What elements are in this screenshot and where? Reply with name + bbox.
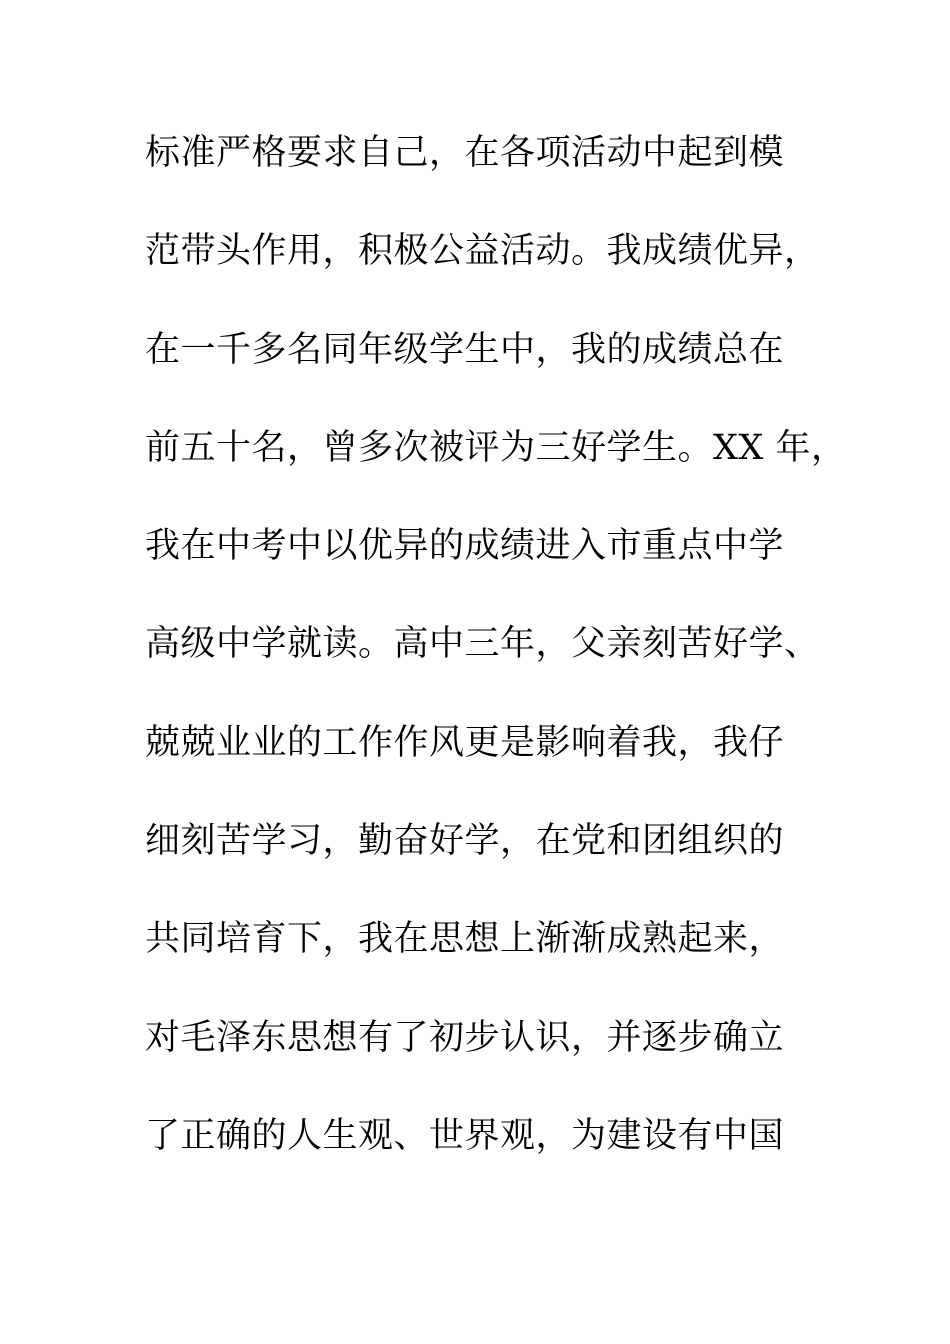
text-line-3: 在一千多名同年级学生中，我的成绩总在: [145, 329, 785, 370]
text-line-2: 范带头作用，积极公益活动。我成绩优异，: [145, 231, 820, 272]
text-line-1: 标准严格要求自己，在各项活动中起到模: [145, 133, 785, 173]
text-line-6: 高级中学就读。高中三年，父亲刻苦好学、: [145, 624, 820, 665]
text-line-7: 兢兢业业的工作作风更是影响着我，我仔: [145, 722, 785, 763]
text-line-11: 了正确的人生观、世界观，为建设有中国: [145, 1115, 785, 1156]
text-line-9: 共同培育下，我在思想上渐渐成熟起来，: [145, 919, 785, 960]
body-text: [145, 127, 845, 1208]
text-line-8: 细刻苦学习，勤奋好学，在党和团组织的: [145, 821, 785, 862]
text-line-10: 对毛泽东思想有了初步认识，并逐步确立: [145, 1017, 785, 1058]
text-line-4: 前五十名，曾多次被评为三好学生。XX 年，: [145, 427, 847, 468]
text-line-5: 我在中考中以优异的成绩进入市重点中学: [145, 526, 785, 567]
